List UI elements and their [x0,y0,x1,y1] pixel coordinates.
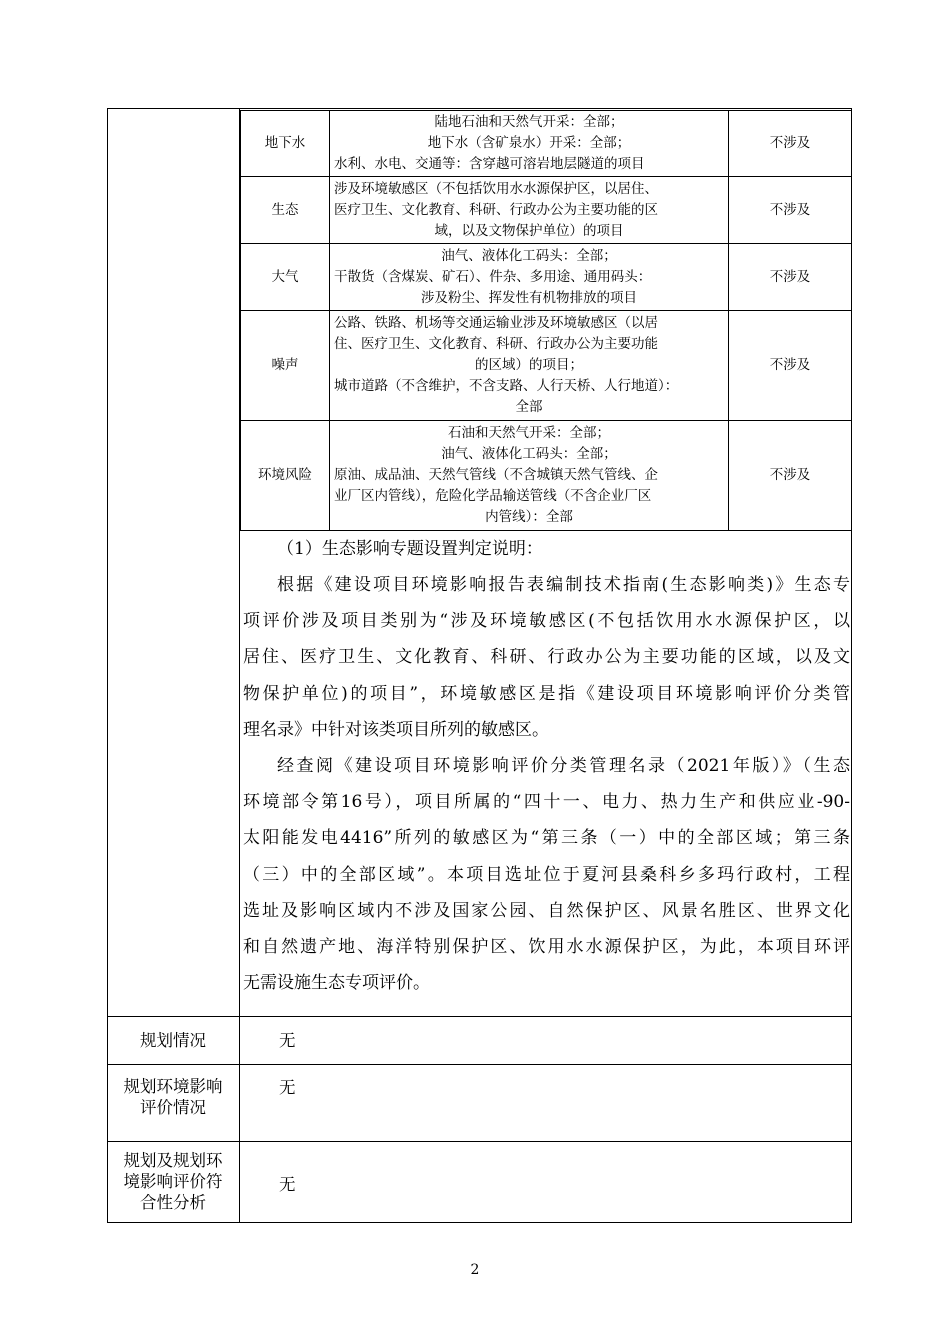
section-value: 无 [279,1031,296,1050]
factor-cell: 大气 [241,244,330,311]
criteria-line: 全部 [515,399,543,415]
result-cell: 不涉及 [729,421,852,531]
section-label: 规划及规划环 [123,1151,223,1170]
criteria-line: 油气、液体化工码头：全部； [441,247,617,264]
paragraph-line: 和自然遗产地、海洋特别保护区、饮用水水源保护区，为此，本项目环评 [243,937,850,958]
paragraph-line: 环境部令第16号），项目所属的“四十一、电力、热力生产和供应业-90- [243,792,850,813]
criteria-line: 干散货（含煤炭、矿石）、件杂、多用途、通用码头： [334,268,652,285]
criteria-line: 域，以及文物保护单位）的项目 [434,222,624,239]
criteria-line: 陆地石油和天然气开采：全部； [434,114,624,130]
table-row [241,111,852,177]
heading-ecology-topic [243,531,850,567]
section-value: 无 [279,1078,296,1097]
criteria-line: 城市道路（不含维护，不含支路、人行天桥、人行地道）： [334,378,679,394]
paragraph-line: 物保护单位)的项目”，环境敏感区是指《建设项目环境影响评价分类管 [243,683,850,704]
paragraph-line: 无需设施生态专项评价。 [243,973,430,994]
criteria-cell [330,244,729,311]
criteria-line: 涉及粉尘、挥发性有机物排放的项目 [421,289,637,306]
paragraph-line: （三）中的全部区域”。本项目选址位于夏河县桑科乡多玛行政村，工程 [243,864,850,885]
criteria-line: 地下水（含矿泉水）开采：全部； [427,135,631,151]
paragraph-line: 居住、医疗卫生、文化教育、科研、行政办公为主要功能的区域，以及文 [243,647,850,668]
paragraph-line: 理名录》中针对该类项目所列的敏感区。 [243,719,549,740]
criteria-line: 石油和天然气开采：全部； [448,425,610,441]
criteria-line: 住、医疗卫生、文化教育、科研、行政办公为主要功能 [334,336,658,352]
table-row [241,421,852,531]
table-row [241,244,852,311]
criteria-cell [330,111,729,177]
row-divider [107,1064,852,1065]
criteria-line: 油气、液体化工码头：全部； [441,446,617,462]
criteria-line: 业厂区内管线），危险化学品输送管线（不含企业厂区 [334,488,652,504]
criteria-line: 原油、成品油、天然气管线（不含城镇天然气管线、企 [334,467,658,483]
result-cell: 不涉及 [729,244,852,311]
section-value: 无 [279,1175,296,1194]
section-label: 境影响评价符 [123,1172,223,1191]
criteria-cell [330,311,729,421]
row-divider [107,1016,852,1017]
section-label: 合性分析 [140,1193,206,1212]
criteria-cell [330,177,729,244]
criteria-line: 涉及环境敏感区（不包括饮用水水源保护区，以居住、 [334,180,658,197]
paragraph-1 [243,567,850,748]
criteria-line: 医疗卫生、文化教育、科研、行政办公为主要功能的区 [334,201,658,218]
section-label: 规划环境影响 [123,1077,223,1096]
factor-cell: 生态 [241,177,330,244]
criteria-line: 内管线）：全部 [485,509,573,525]
factor-cell: 噪声 [241,311,330,421]
paragraph-line: 经查阅《建设项目环境影响评价分类管理名录（2021年版）》（生态 [277,756,850,776]
result-cell: 不涉及 [729,311,852,421]
criteria-cell [330,421,729,531]
factor-cell: 地下水 [241,111,330,177]
heading-text: （1）生态影响专题设置判定说明： [277,539,543,559]
paragraph-2 [243,748,850,1001]
paragraph-line: 太阳能发电4416”所列的敏感区为“第三条（一）中的全部区域；第三条 [243,828,850,849]
paragraph-line: 选址及影响区域内不涉及国家公园、自然保护区、风景名胜区、世界文化 [243,900,850,921]
paragraph-line: 根据《建设项目环境影响报告表编制技术指南(生态影响类)》生态专 [277,575,850,595]
section-label: 评价情况 [140,1098,206,1117]
criteria-line: 公路、铁路、机场等交通运输业涉及环境敏感区（以居 [334,315,658,331]
table-row [241,311,852,421]
factor-cell: 环境风险 [241,421,330,531]
result-cell: 不涉及 [729,111,852,177]
section-label: 规划情况 [140,1031,206,1050]
paragraph-line: 项评价涉及项目类别为“涉及环境敏感区(不包括饮用水水源保护区，以 [243,611,850,632]
special-topic-table [240,110,852,531]
table-row [241,177,852,244]
page-number: 2 [470,1262,480,1278]
criteria-line: 的区域）的项目； [475,357,583,373]
row-divider [107,1141,852,1142]
result-cell: 不涉及 [729,177,852,244]
criteria-line: 水利、水电、交通等：含穿越可溶岩地层隧道的项目 [334,156,645,172]
